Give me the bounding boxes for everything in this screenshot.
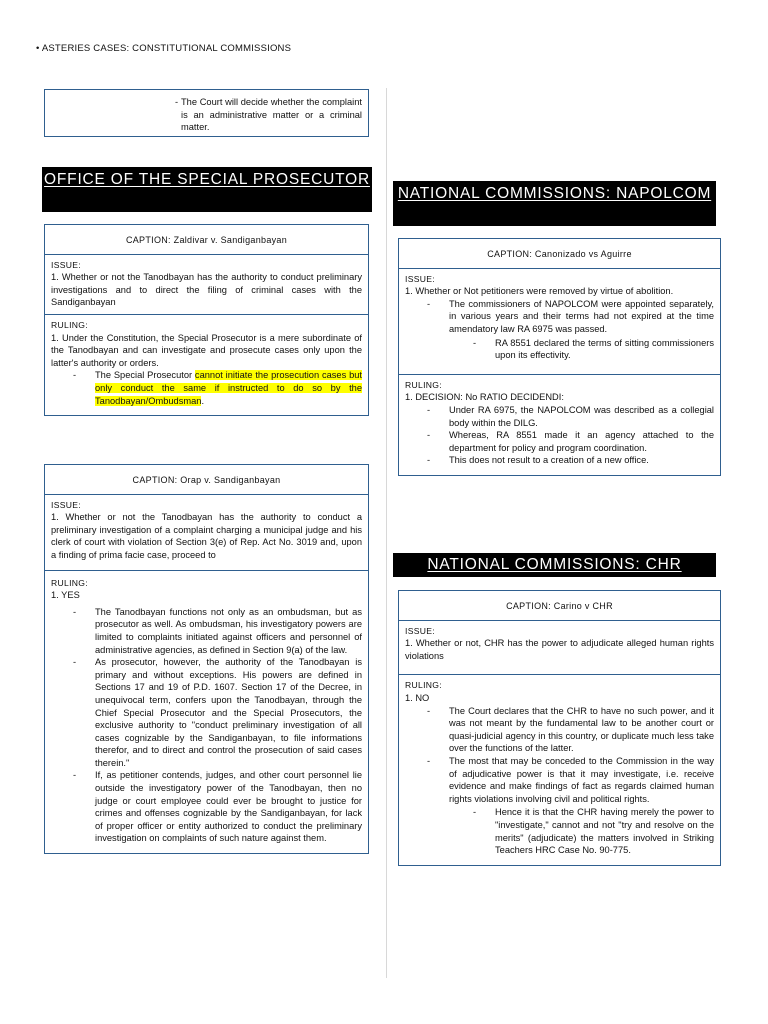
banner-osp — [42, 167, 372, 212]
issue-section — [45, 255, 368, 314]
issue-bullet: - The commissioners of NAPOLCOM were appointed separately, in various years and their terms had not expired at the time amendatory law RA 6975 was passed. - RA 8551 declared the terms of sitting commissioners upon its effectivity. — [405, 298, 714, 362]
ruling-bullet: - The Court declares that the CHR to have no such power, and it was not meant by the fundamental law to be another court or quasi-judicial agency in this country, or duplicate much less take over the functions of the latter. — [405, 705, 714, 755]
ruling-bullet: - Whereas, RA 8551 made it an agency attached to the department for policy and program coordination. — [405, 429, 714, 454]
ruling-section — [45, 314, 368, 415]
issue-section — [399, 621, 720, 675]
ruling-bullet: - The most that may be conceded to the Commission in the way of adjudicative power is that it may investigate, i.e. receive evidence and make findings of fact as regards claimed human rights violations involving civil and political rights. - Hence it is that the CHR having merely the power to "investigate," cannot and not "try and resolve on the merits" (adjudicate) the matters involved in Striking Teachers HRC Case No. 90-775. — [405, 755, 714, 857]
issue-label: ISSUE: — [51, 259, 81, 270]
issue-section — [45, 495, 368, 570]
case-caption: CAPTION: Canonizado vs Aguirre — [399, 239, 720, 269]
ruling-bullet: - If, as petitioner contends, judges, and other court personnel lie outside the investigatory power of the Tanodbayan, then no judge or court employee could ever be brought to justice for crimes and offenses cognizable by the Sandiganbayan, for lack of proper officer or entity authorized to conduct the preliminary investigation on complaints of such nature against them. — [51, 769, 362, 845]
ruling-bullets — [405, 705, 714, 857]
ruling-bullet: - The Special Prosecutor cannot initiate the prosecution cases but only conduct the same if instructed to do so by the Tanodbayan/Ombudsman. — [51, 369, 362, 407]
ruling-bullets — [405, 404, 714, 467]
case-caption: CAPTION: Carino v CHR — [399, 591, 720, 621]
ruling-label: RULING: — [405, 379, 442, 390]
banner-napolcom-text: NATIONAL COMMISSIONS: NAPOLCOM — [397, 185, 712, 202]
ruling-label: RULING: — [51, 319, 88, 330]
ruling-bullet: - Under RA 6975, the NAPOLCOM was described as a collegial body within the DILG. — [405, 404, 714, 429]
ruling-section — [399, 674, 720, 864]
banner-chr-text: NATIONAL COMMISSIONS: CHR — [427, 556, 682, 573]
ruling-bullet: - The Tanodbayan functions not only as an ombudsman, but as prosecutor as well. As ombudsman, his investigatory powers are limited to complaints initiated against officers and personnel of administrative agencies, as defined in Section 9(a) of the law. — [51, 606, 362, 656]
ruling-bullet: - As prosecutor, however, the authority of the Tanodbayan is primary and without exceptions. His powers are defined in Sections 17 and 19 of P.D. 1607. Section 17 of the Decree, in unequivocal term, confers upon the Tanodbayan, through the Chief Special Prosecutor and the Special Prosecutors, the exclusive authority to "conduct preliminary investigation of all cases cognizable by the Sandiganbayan, to file informations therefor, and to direct and control the prosecution of said cases therein." — [51, 656, 362, 769]
ruling-text: 1. Under the Constitution, the Special Prosecutor is a mere subordinate of the Tanodbayan and can investigate and prosecute cases only upon the latter's authority or orders. — [51, 332, 362, 368]
case-carino — [398, 590, 721, 866]
ruling-bullets — [51, 606, 362, 845]
case-caption: CAPTION: Orap v. Sandiganbayan — [45, 465, 368, 495]
issue-sub-bullets — [449, 337, 714, 362]
issue-label: ISSUE: — [51, 499, 81, 510]
ruling-bullet: - This does not result to a creation of a new office. — [405, 454, 714, 467]
ruling-section — [399, 374, 720, 475]
case-canonizado — [398, 238, 721, 476]
header-title: ASTERIES CASES: CONSTITUTIONAL COMMISSIONS — [41, 43, 292, 54]
issue-label: ISSUE: — [405, 625, 435, 636]
ruling-section — [45, 570, 368, 853]
issue-text: 1. Whether or not the Tanodbayan has the authority to conduct a preliminary investigation of a complaint charging a municipal judge and his clerk of court with violation of Section 3(e) of Rep. Act No. 3019 and, upon a finding of prima facie case, proceed to — [51, 512, 362, 560]
issue-section — [399, 269, 720, 374]
column-divider — [386, 88, 387, 978]
page-header — [36, 43, 291, 56]
ruling-bullets — [51, 369, 362, 407]
issue-text: 1. Whether or not the Tanodbayan has the authority to conduct preliminary investigations and to direct the filing of criminal cases with the Sandiganbayan — [51, 272, 362, 308]
case-zaldivar — [44, 224, 369, 416]
ruling-label: RULING: — [405, 680, 442, 691]
issue-text: 1. Whether or Not petitioners were removed by virtue of abolition. — [405, 286, 674, 297]
banner-chr — [393, 553, 716, 577]
issue-text: 1. Whether or not, CHR has the power to adjudicate alleged human rights violations — [405, 638, 714, 661]
ruling-sub-bullet: - Hence it is that the CHR having merely the power to "investigate," cannot and not "try and resolve on the merits" (adjudicate) the matters involved in Striking Teachers HRC Case No. 90-775. — [449, 806, 714, 856]
case-caption: CAPTION: Zaldivar v. Sandiganbayan — [45, 225, 368, 255]
ruling-head: 1. YES — [51, 590, 80, 601]
ruling-label: RULING: — [51, 577, 88, 588]
header-bullet: • — [36, 43, 40, 54]
top-note-list — [45, 90, 368, 134]
issue-label: ISSUE: — [405, 273, 435, 284]
case-orap — [44, 464, 369, 854]
ruling-head: 1. DECISION: No RATIO DECIDENDI: — [405, 392, 564, 403]
issue-bullets — [405, 298, 714, 362]
banner-osp-text: OFFICE OF THE SPECIAL PROSECUTOR — [44, 171, 370, 188]
top-note-item: - The Court will decide whether the complaint is an administrative matter or a criminal matter. — [153, 96, 362, 134]
banner-napolcom — [393, 181, 716, 226]
issue-sub-bullet: - RA 8551 declared the terms of sitting commissioners upon its effectivity. — [449, 337, 714, 362]
highlighted-text: cannot initiate the prosecution cases but only conduct the same if instructed to do so by the Tanodbayan/Ombudsman — [95, 370, 362, 406]
ruling-head: 1. NO — [405, 692, 430, 703]
ruling-sub-bullets — [449, 806, 714, 856]
top-note-box — [44, 89, 369, 137]
